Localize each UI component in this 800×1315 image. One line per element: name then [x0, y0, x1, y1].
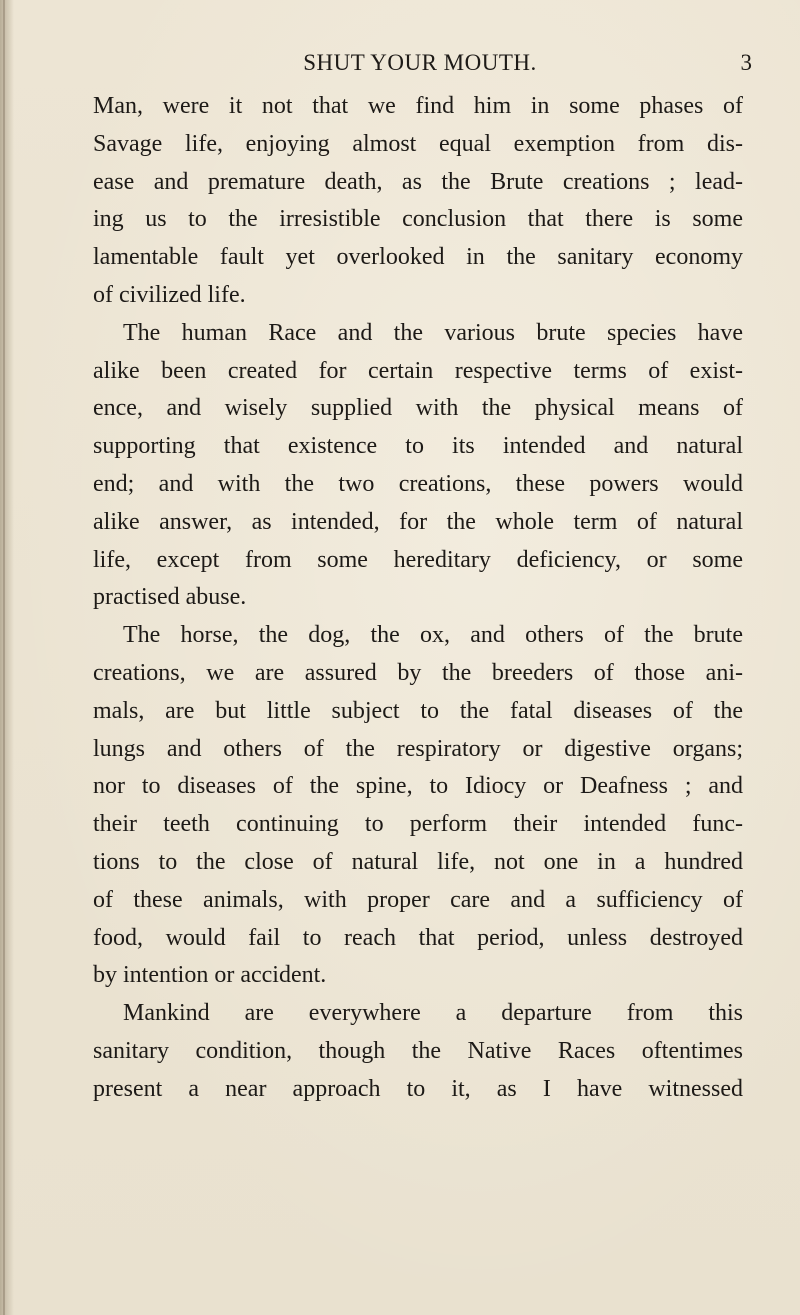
text-line: practised abuse. — [93, 584, 247, 611]
text-line: Mankind are everywhere a departure from this — [123, 1000, 743, 1027]
text-line: end; and with the two creations, these powers would — [93, 470, 743, 497]
text-line: alike been created for certain respective terms of exist- — [93, 357, 743, 384]
binding-shadow-line — [3, 0, 5, 1315]
text-line: by intention or accident. — [93, 962, 327, 989]
text-line: The horse, the dog, the ox, and others of the brute — [123, 622, 743, 649]
text-line: alike answer, as intended, for the whole term of natural — [93, 508, 743, 535]
text-line: nor to diseases of the spine, to Idiocy or Deafness ; and — [93, 773, 743, 800]
text-line: Man, were it not that we find him in some phases of — [93, 93, 743, 119]
text-line: mals, are but little subject to the fatal diseases of the — [93, 697, 743, 724]
page-number: 3 — [740, 50, 752, 75]
running-head: SHUT YOUR MOUTH. — [303, 50, 537, 75]
text-line: The human Race and the various brute species have — [123, 319, 743, 346]
text-line: sanitary condition, though the Native Races oftentimes — [93, 1037, 743, 1064]
body-text — [93, 88, 743, 1109]
text-line: creations, we are assured by the breeders of those ani- — [93, 659, 743, 686]
text-line: tions to the close of natural life, not one in a hundred — [93, 848, 743, 875]
text-line: their teeth continuing to perform their intended func- — [93, 811, 743, 838]
page-header — [0, 50, 800, 84]
text-line: ease and premature death, as the Brute creations ; lead- — [93, 168, 743, 195]
text-line: food, would fail to reach that period, unless destroyed — [93, 924, 743, 951]
text-line: ence, and wisely supplied with the physical means of — [93, 395, 743, 422]
text-line: lungs and others of the respiratory or digestive organs; — [93, 735, 743, 762]
text-line: supporting that existence to its intended and natural — [93, 433, 743, 460]
text-line: ing us to the irresistible conclusion that there is some — [93, 206, 743, 233]
text-line: Savage life, enjoying almost equal exemption from dis- — [93, 130, 743, 157]
text-line: lamentable fault yet overlooked in the sanitary economy — [93, 244, 743, 271]
text-line: of civilized life. — [93, 281, 246, 308]
text-line: life, except from some hereditary deficiency, or some — [93, 546, 743, 573]
page-binding-edge — [0, 0, 14, 1315]
text-line: present a near approach to it, as I have witnessed — [93, 1075, 743, 1102]
text-line: of these animals, with proper care and a sufficiency of — [93, 886, 743, 913]
